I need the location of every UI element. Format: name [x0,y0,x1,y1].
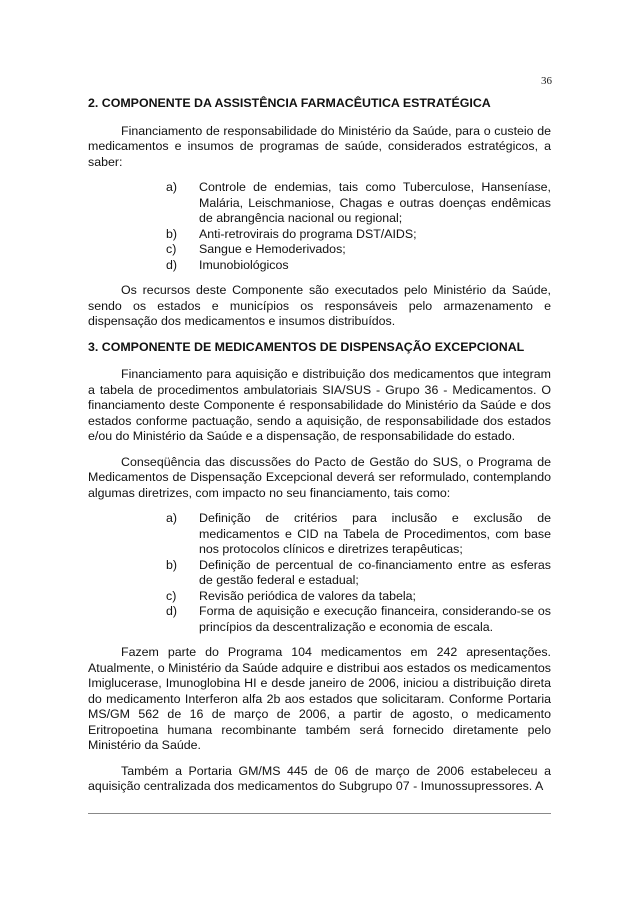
section-2-list [166,180,551,273]
section-3-paragraph-1: Financiamento para aquisição e distribuição dos medicamentos que integram a tabela de procedimentos ambulatoriais SIA/SUS - Grupo 36 - Medicamentos. O financiamento deste Componente é responsabilidade do Ministério da Saúde e dos estados conforme pactuação, sendo a aquisição, de responsabilidade dos estados e/ou do Ministério da Saúde e a dispensação, de responsabilidade do estado. [88,367,551,443]
list-item [166,558,551,589]
page-number: 36 [541,75,552,87]
list-item-text: Sangue e Hemoderivados; [199,242,346,256]
list-item-text: Revisão periódica de valores da tabela; [199,588,416,603]
list-item [166,258,551,274]
list-item-letter: b) [166,557,178,572]
list-item-letter: a) [166,511,178,525]
list-item-letter: c) [166,242,177,256]
list-item-letter: b) [166,226,178,241]
section-2-intro: Financiamento de responsabilidade do Ministério da Saúde, para o custeio de medicamentos e insumos de programas de saúde, considerados estratégicos, a saber: [88,123,551,169]
list-item-text: Anti-retrovirais do programa DST/AIDS; [199,226,417,241]
list-item-letter: c) [166,588,177,603]
list-item-letter: d) [166,257,178,272]
list-item [166,227,551,243]
list-item-text: Definição de critérios para inclusão e exclusão de medicamentos e CID na Tabela de Procedimentos, com base nos protocolos clínicos e diretrizes terapêuticas; [199,511,551,556]
section-2-closing: Os recursos deste Componente são executados pelo Ministério da Saúde, sendo os estados e municípios os responsáveis pelo armazenamento e dispensação dos medicamentos e insumos distribuídos. [88,283,551,328]
section-2-heading: 2. COMPONENTE DA ASSISTÊNCIA FARMACÊUTICA ESTRATÉGICA [88,96,491,110]
section-3-paragraph-3: Fazem parte do Programa 104 medicamentos em 242 apresentações. Atualmente, o Ministério da Saúde adquire e distribui aos estados os medicamentos Imiglucerase, Imunoglobina HI e desde janeiro de 2006, iniciou a distribuição direta do medicamento Interferon alfa 2b aos estados que solicitaram. Conforme Portaria MS/GM 562 de 16 de março de 2006, a partir de agosto, o medicamento Eritropoetina humana recombinante também será fornecido diretamente pelo Ministério da Saúde. [88,645,551,752]
list-item [166,511,551,558]
section-3-list [166,511,551,635]
section-3-paragraph-4: Também a Portaria GM/MS 445 de 06 de março de 2006 estabeleceu a aquisição centralizada dos medicamentos do Subgrupo 07 - Imunossupressores. A [88,763,551,793]
list-item-text: Imunobiológicos [199,257,289,272]
list-item [166,589,551,605]
list-item-text: Forma de aquisição e execução financeira, considerando-se os princípios da descentralização e economia de escala. [199,604,551,634]
list-item-text: Controle de endemias, tais como Tuberculose, Hanseníase, Malária, Leischmaniose, Chagas e outras doenças endêmicas de abrangência nacional ou regional; [199,180,551,225]
section-3-heading: 3. COMPONENTE DE MEDICAMENTOS DE DISPENSAÇÃO EXCEPCIONAL [88,339,525,354]
list-item-text: Definição de percentual de co-financiamento entre as esferas de gestão federal e estadual; [199,557,551,587]
list-item [166,180,551,227]
list-item-letter: a) [166,180,178,194]
page-content [88,96,551,805]
list-item [166,604,551,635]
list-item [166,242,551,258]
section-3-paragraph-2: Conseqüência das discussões do Pacto de Gestão do SUS, o Programa de Medicamentos de Dispensação Excepcional deverá ser reformulado, contemplando algumas diretrizes, com impacto no seu financiamento, tais como: [88,454,551,500]
footer-divider [88,813,551,814]
list-item-letter: d) [166,604,178,618]
